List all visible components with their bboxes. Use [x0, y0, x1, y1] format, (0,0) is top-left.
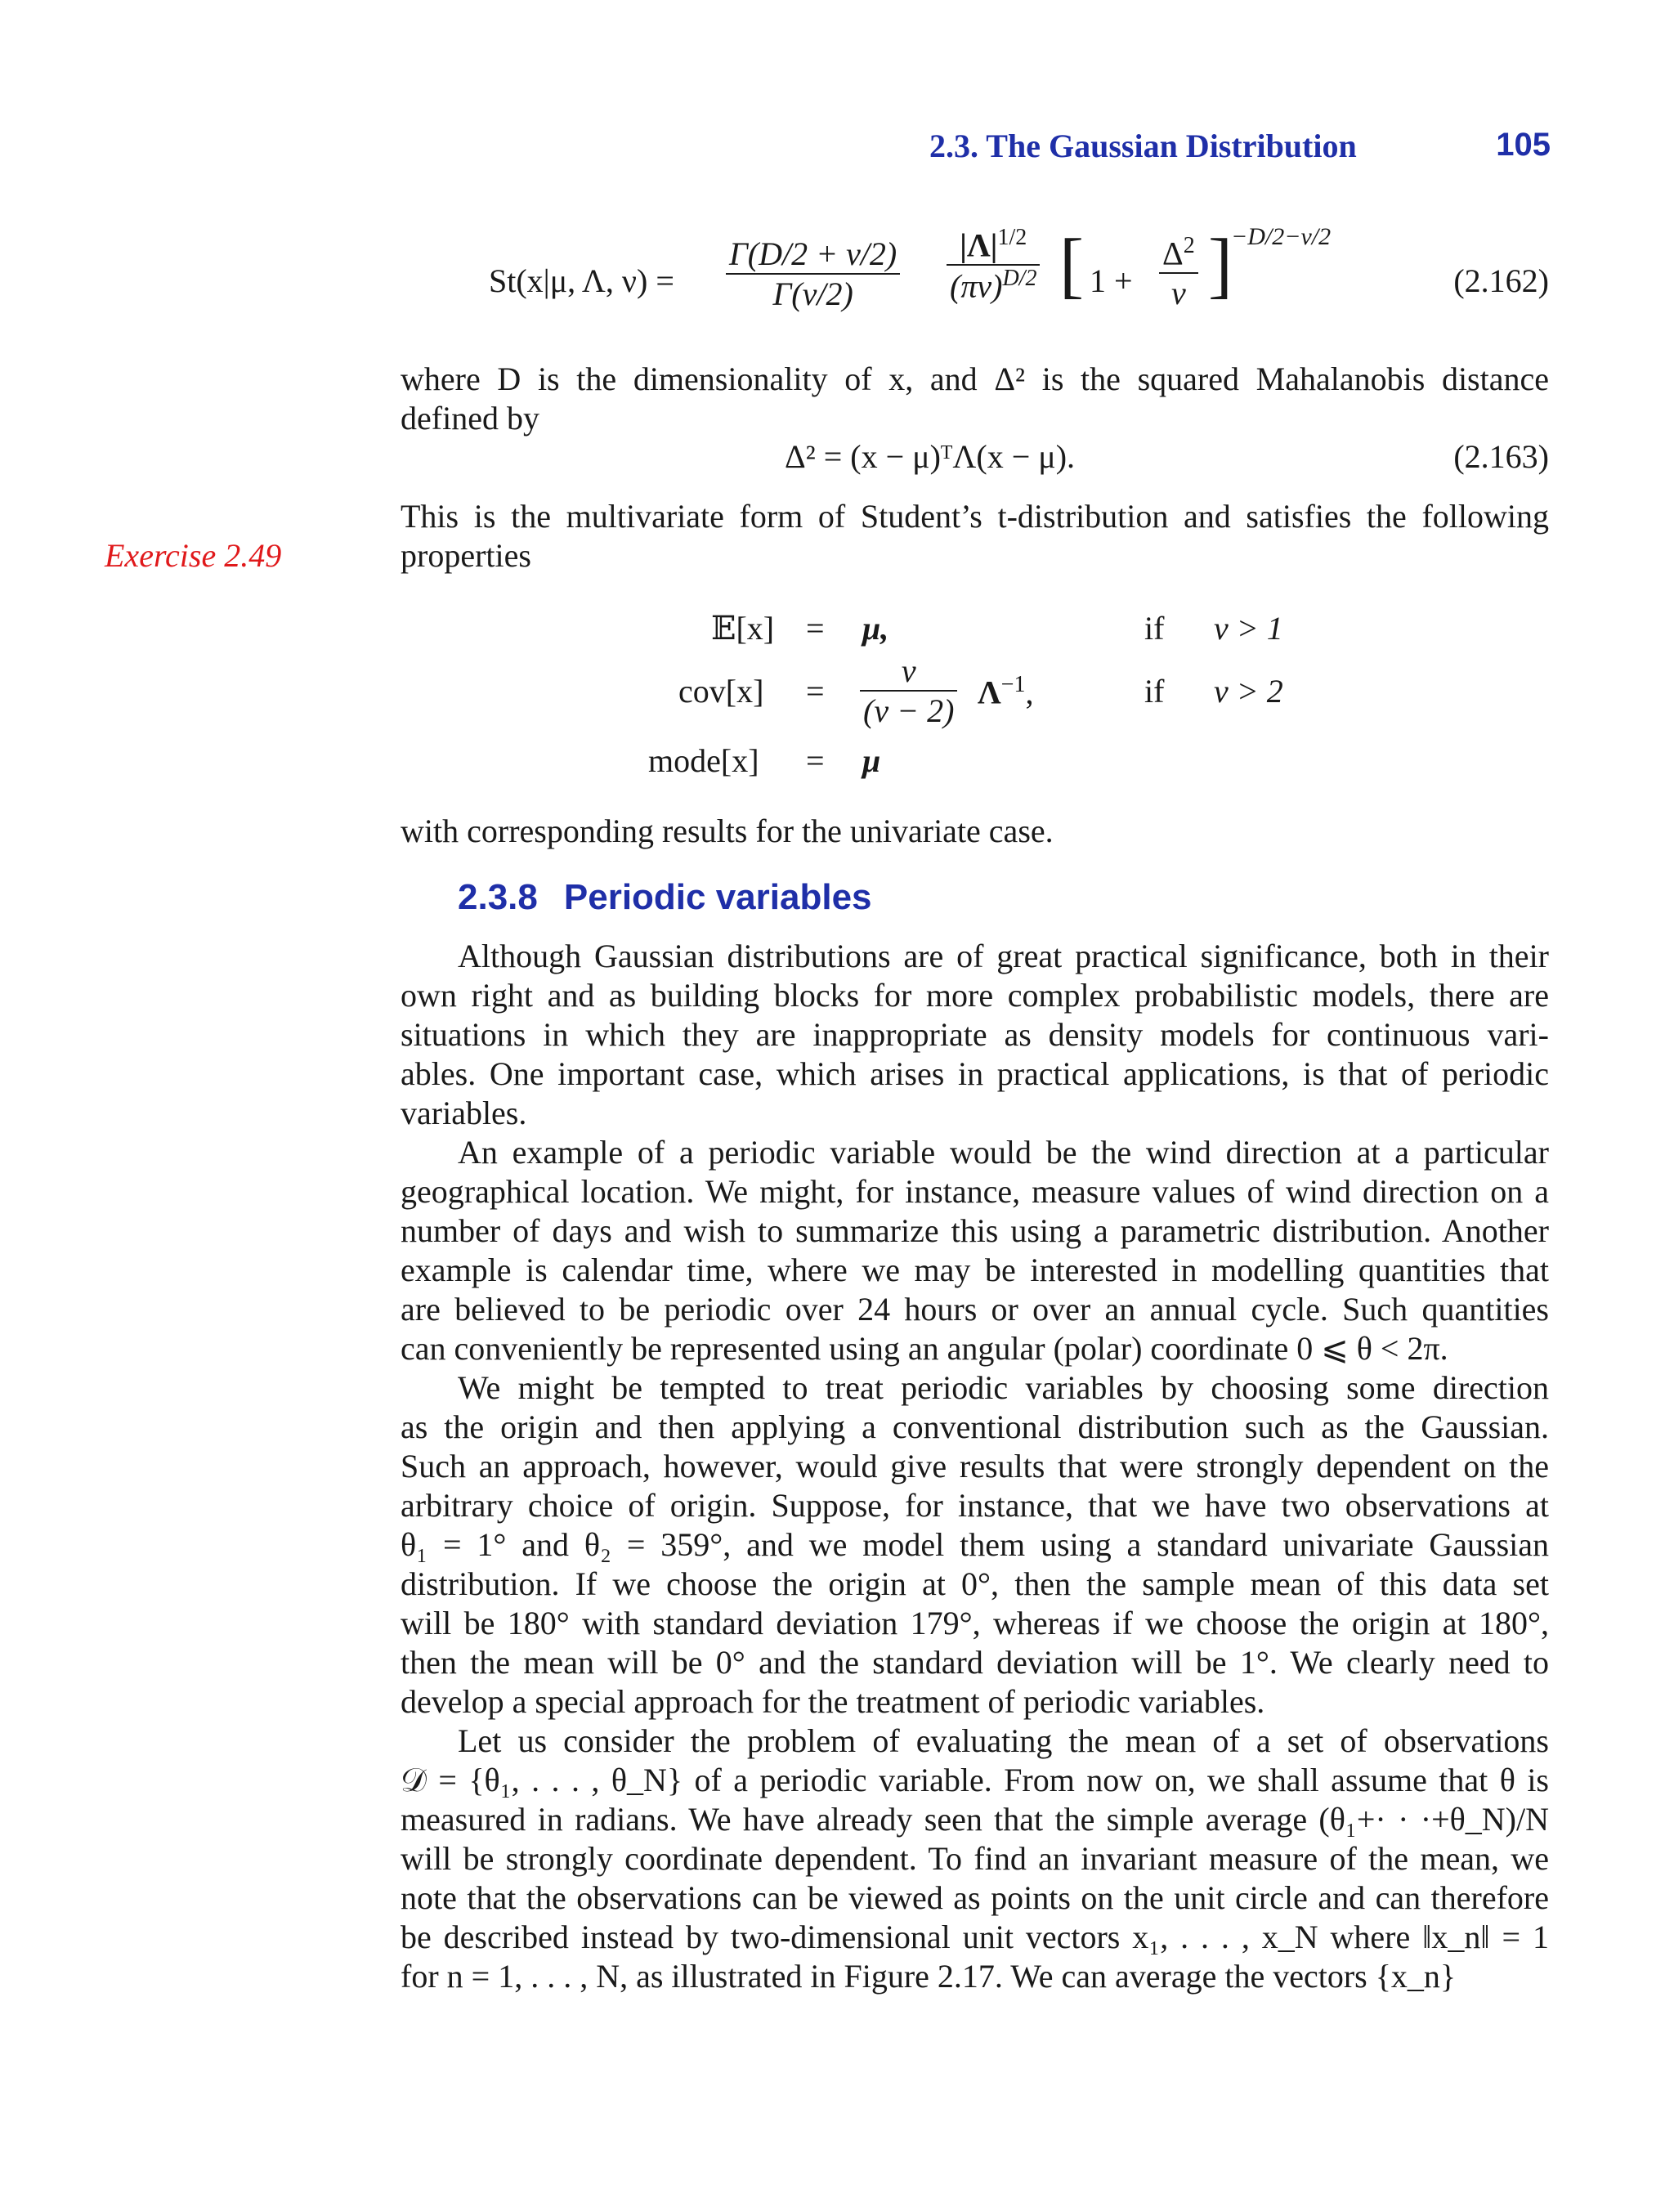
text-line: ables. One important case, which arises in practical applications, is that of periodic	[401, 1055, 1549, 1092]
text-line: develop a special approach for the treatment of periodic variables.	[401, 1683, 1265, 1720]
text-line: variables.	[401, 1095, 527, 1131]
text-line: arbitrary choice of origin. Suppose, for instance, that we have two observations at	[401, 1487, 1549, 1524]
eq-2-162-outer-exponent: −D/2−ν/2	[1231, 223, 1332, 250]
running-header-title: 2.3. The Gaussian Distribution	[929, 128, 1357, 164]
eq-2-166-rhs: μ	[862, 742, 881, 779]
text-line: will be strongly coordinate dependent. To find an invariant measure of the mean, we	[401, 1840, 1549, 1877]
eq-2-165-condition: ν > 2	[1214, 673, 1283, 710]
text-line: for n = 1, . . . , N, as illustrated in Figure 2.17. We can average the vectors {x_n}	[401, 1958, 1457, 1995]
section-title: Periodic variables	[563, 877, 872, 917]
eq-2-165-lhs: cov[x]	[678, 673, 764, 710]
text-line: then the mean will be 0° and the standard deviation will be 1°. We clearly need to	[401, 1644, 1549, 1681]
equation-2-163: Δ² = (x − μ)ᵀΛ(x − μ).	[785, 438, 1076, 475]
text-line: θ₁ = 1° and θ₂ = 359°, and we model them using a standard univariate Gaussian	[401, 1526, 1549, 1563]
eq-2-162-one-plus: 1 +	[1090, 262, 1133, 299]
eq-2-165-lambda-inverse: $\Lambda^{-1}$,	[978, 672, 1034, 711]
section-heading	[458, 877, 872, 918]
text-line: measured in radians. We have already seen that the simple average (θ₁+· · ·+θ_N)/N	[401, 1801, 1549, 1838]
body-text	[401, 937, 1549, 1996]
margin-note-exercise[interactable]: Exercise 2.49	[105, 537, 282, 574]
text-line: 𝒟 = {θ₁, . . . , θ_N} of a periodic variable. From now on, we shall assume that θ is	[401, 1762, 1549, 1798]
eq-2-166-lhs: mode[x]	[648, 742, 759, 779]
text-line: distribution. If we choose the origin at 0°, then the sample mean of this data set	[401, 1565, 1549, 1602]
eq-2-162-lhs: St(x|μ, Λ, ν) =	[489, 262, 674, 299]
text-line: can conveniently be represented using an angular (polar) coordinate 0 ⩽ θ < 2π.	[401, 1330, 1448, 1367]
text-line: situations in which they are inappropriate as density models for continuous vari-	[401, 1016, 1549, 1053]
eq-2-166-equals: =	[806, 742, 825, 779]
paragraph	[401, 1368, 1549, 1722]
eq-2-164-if: if	[1144, 610, 1165, 647]
eq-2-164-rhs: μ,	[862, 610, 889, 647]
eq-2-162-gamma-fraction: $\frac{\Gamma(D/2 + \nu/2)}{\Gamma(\nu/2)}$	[726, 235, 900, 313]
paragraph	[401, 1133, 1549, 1368]
eq-2-164-equals: =	[806, 610, 825, 647]
eq-2-164-lhs: 𝔼[x]	[711, 610, 775, 647]
section-number: 2.3.8	[458, 877, 538, 917]
text-line: note that the observations can be viewed as points on the unit circle and can therefore	[401, 1879, 1549, 1916]
right-bracket: ]	[1208, 225, 1233, 306]
text-line: An example of a periodic variable would be the wind direction at a particular	[458, 1134, 1549, 1171]
text-line: as the origin and then applying a conventional distribution such as the Gaussian.	[401, 1408, 1549, 1445]
equation-2-162	[489, 225, 1412, 339]
left-bracket: [	[1059, 225, 1084, 306]
text-line: We might be tempted to treat periodic variables by choosing some direction	[458, 1369, 1549, 1406]
eq-2-162-lambda-fraction: $\frac{|\Lambda|^{1/2}}{(\pi\nu)^{D/2}}$	[947, 225, 1040, 306]
text-line: geographical location. We might, for instance, measure values of wind direction on a	[401, 1173, 1549, 1210]
text-line: will be 180° with standard deviation 179°, whereas if we choose the origin at 180°,	[401, 1605, 1549, 1641]
eq-2-165-fraction: $\frac{\nu}{(\nu - 2)}$	[860, 652, 957, 730]
text-line: Although Gaussian distributions are of great practical significance, both in their	[458, 938, 1549, 974]
eq-number-2-162: (2.162)	[1453, 262, 1549, 299]
eq-2-162-delta-fraction: $\frac{\Delta^2}{\nu}$	[1159, 233, 1198, 312]
eq-2-165-if: if	[1144, 673, 1165, 710]
text-line: be described instead by two-dimensional unit vectors x₁, . . . , x_N where ‖x_n‖ = 1	[401, 1919, 1549, 1955]
paragraph	[401, 1722, 1549, 1996]
text-line: example is calendar time, where we may be interested in modelling quantities that	[401, 1252, 1549, 1288]
with-corresponding-line: with corresponding results for the univariate case.	[401, 813, 1054, 849]
eq-2-165-equals: =	[806, 673, 825, 710]
text-line: number of days and wish to summarize this using a parametric distribution. Another	[401, 1212, 1549, 1249]
this-paragraph: This is the multivariate form of Student’s t-distribution and satisfies the following properties	[401, 498, 1549, 574]
text-line: are believed to be periodic over 24 hours or over an annual cycle. Such quantities	[401, 1291, 1549, 1328]
text-line: Such an approach, however, would give results that were strongly dependent on the	[401, 1448, 1549, 1484]
where-paragraph: where D is the dimensionality of x, and Δ² is the squared Mahalanobis distance defined by	[401, 360, 1549, 437]
text-line: Let us consider the problem of evaluating the mean of a set of observations	[458, 1722, 1549, 1759]
page-number: 105	[1496, 127, 1551, 163]
paragraph	[401, 937, 1549, 1133]
text-line: own right and as building blocks for more complex probabilistic models, there are	[401, 977, 1549, 1014]
eq-2-164-condition: ν > 1	[1214, 610, 1283, 647]
eq-number-2-163: (2.163)	[1453, 438, 1549, 475]
